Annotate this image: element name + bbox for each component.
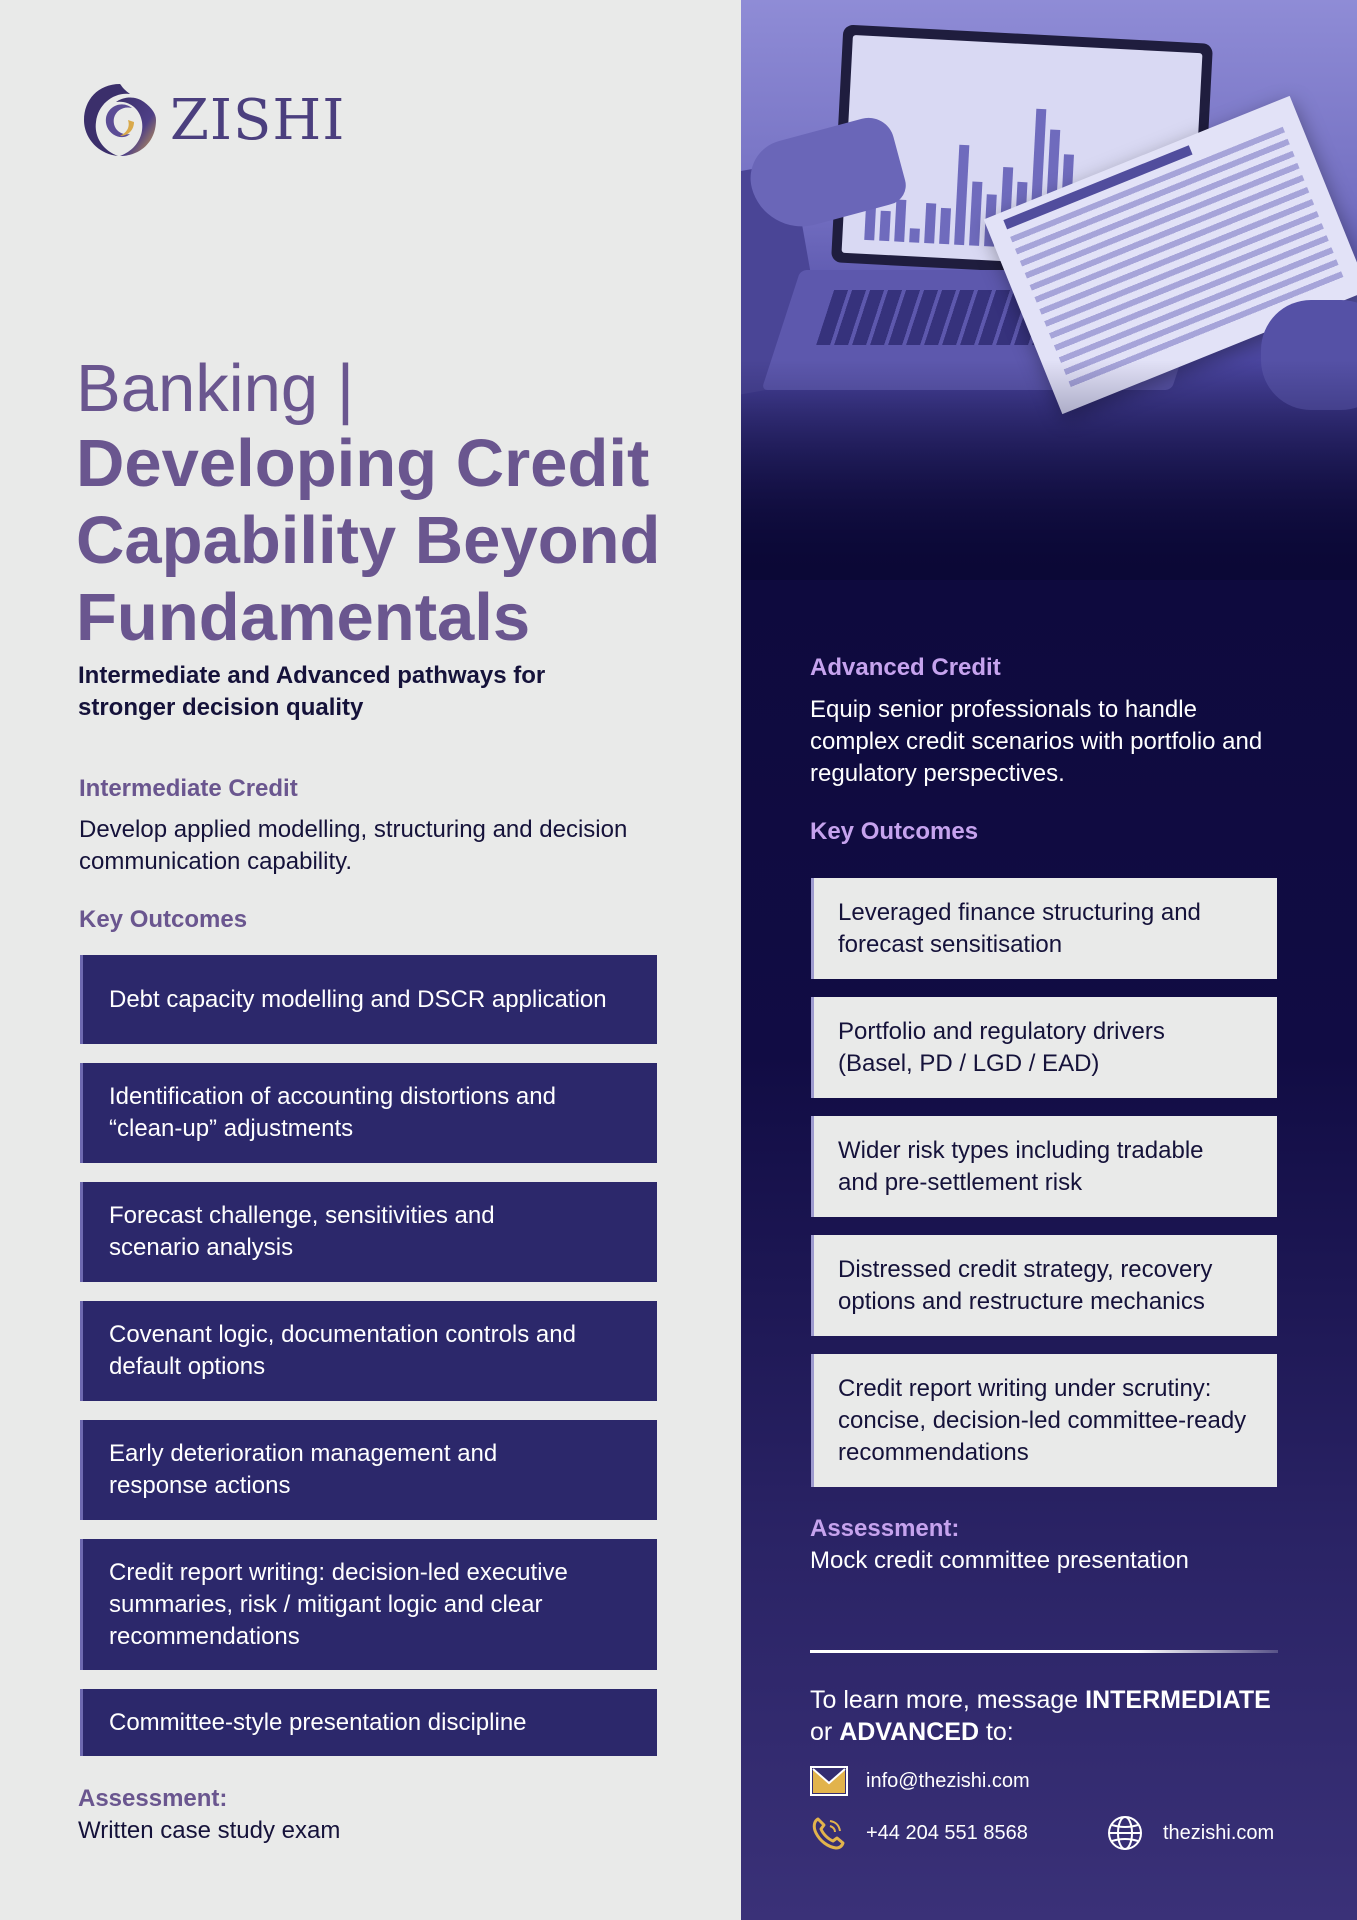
advanced-outcome-item <box>811 1116 1277 1217</box>
website-link[interactable]: thezishi.com <box>1163 1821 1275 1844</box>
intermediate-outcome-item <box>80 1182 657 1282</box>
phone-icon <box>810 1815 846 1851</box>
advanced-outcome-item <box>811 997 1277 1098</box>
intermediate-assessment-label: Assessment: <box>78 1785 228 1812</box>
intermediate-outcome-item <box>80 1063 657 1163</box>
page-subtitle: Intermediate and Advanced pathways for stronger decision quality <box>78 662 546 721</box>
cta-or: or <box>810 1718 840 1746</box>
outcome-text: Identification of accounting distortions and “clean-up” adjustments <box>109 1083 556 1142</box>
outcome-text: Portfolio and regulatory drivers (Basel, PD / LGD / EAD) <box>838 1017 1165 1077</box>
advanced-outcome-item <box>811 1354 1277 1487</box>
email-link[interactable]: info@thezishi.com <box>866 1769 1030 1792</box>
outcome-text: Early deterioration management and response actions <box>109 1440 498 1499</box>
advanced-heading: Advanced Credit <box>810 654 1001 681</box>
advanced-assessment-value: Mock credit committee presentation <box>810 1547 1189 1574</box>
advanced-outcomes-heading: Key Outcomes <box>810 818 979 845</box>
intermediate-heading: Intermediate Credit <box>79 775 298 802</box>
outcome-text: Committee-style presentation discipline <box>109 1708 527 1736</box>
advanced-assessment-label: Assessment: <box>810 1515 960 1542</box>
advanced-outcome-item <box>811 878 1277 979</box>
intermediate-outcome-item <box>80 1420 657 1520</box>
intermediate-outcome-item <box>80 1689 657 1756</box>
cta-prefix: To learn more, message <box>810 1686 1086 1714</box>
outcome-text: Forecast challenge, sensitivities and scenario analysis <box>109 1202 495 1261</box>
page-title: Developing Credit Capability Beyond Fundamentals <box>76 426 661 655</box>
cta-text <box>810 1684 1290 1748</box>
cta-keyword-advanced: ADVANCED <box>839 1718 980 1746</box>
intermediate-description: Develop applied modelling, structuring and decision communication capability. <box>79 816 628 875</box>
hero-photo <box>741 0 1357 580</box>
outcome-text: Credit report writing: decision-led executive summaries, risk / mitigant logic and clear recommendations <box>109 1558 568 1650</box>
outcome-text: Leveraged finance structuring and forecast sensitisation <box>838 898 1201 958</box>
phone-link[interactable]: +44 204 551 8568 <box>866 1821 1028 1844</box>
intermediate-outcomes-heading: Key Outcomes <box>79 906 248 933</box>
intermediate-assessment-value: Written case study exam <box>78 1817 341 1844</box>
globe-icon <box>1107 1815 1143 1851</box>
brand-name: ZISHI <box>170 87 346 153</box>
outcome-text: Credit report writing under scrutiny: concise, decision-led committee-ready recommendations <box>838 1374 1247 1466</box>
intermediate-outcome-item <box>80 955 657 1044</box>
intermediate-outcome-item <box>80 1301 657 1401</box>
outcome-text: Debt capacity modelling and DSCR application <box>109 985 607 1013</box>
intermediate-outcome-item <box>80 1539 657 1670</box>
cta-keyword-intermediate: INTERMEDIATE <box>1085 1686 1271 1714</box>
cta-suffix: to: <box>979 1718 1014 1746</box>
email-contact[interactable] <box>810 1766 1030 1796</box>
divider <box>810 1650 1278 1653</box>
brand-logo <box>78 78 345 162</box>
phone-contact[interactable] <box>810 1815 1028 1851</box>
zishi-logo-icon <box>78 78 162 162</box>
advanced-outcome-item <box>811 1235 1277 1336</box>
title-category: Banking | <box>76 351 355 426</box>
outcome-text: Distressed credit strategy, recovery options and restructure mechanics <box>838 1255 1213 1315</box>
outcome-text: Covenant logic, documentation controls and default options <box>109 1321 576 1380</box>
outcome-text: Wider risk types including tradable and pre-settlement risk <box>838 1136 1204 1196</box>
website-contact[interactable] <box>1107 1815 1274 1851</box>
mail-icon <box>810 1766 848 1796</box>
advanced-description: Equip senior professionals to handle complex credit scenarios with portfolio and regulatory perspectives. <box>810 696 1263 787</box>
